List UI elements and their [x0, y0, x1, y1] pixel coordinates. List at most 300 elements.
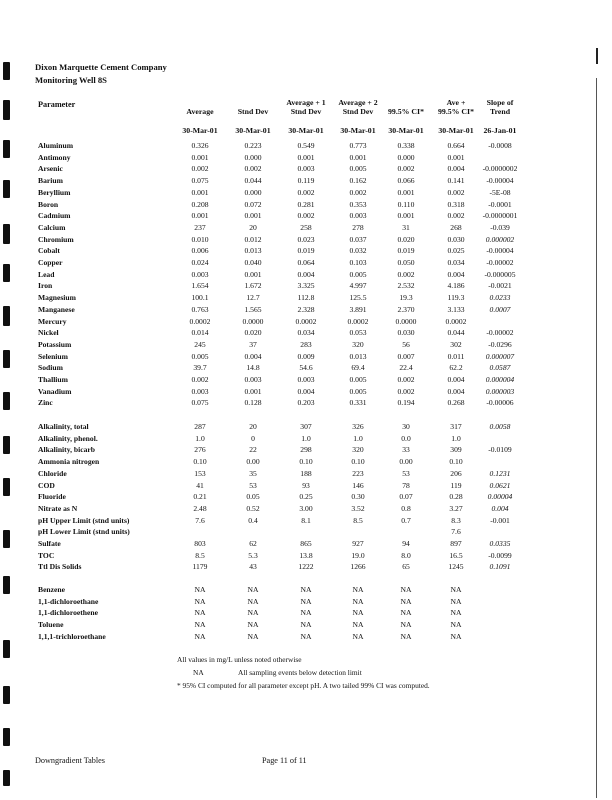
table-cell: 0.208	[191, 199, 209, 209]
table-cell: 0.013	[349, 351, 367, 361]
table-cell: 0.07	[399, 492, 413, 502]
table-cell: 112.8	[297, 293, 315, 303]
table-cell: -0.0000001	[482, 211, 518, 221]
table-row	[0, 257, 612, 268]
document-header	[35, 61, 167, 86]
parameter-name: Barium	[38, 176, 63, 186]
table-cell: -0.0001	[488, 199, 512, 209]
table-cell: 0.000004	[485, 375, 515, 384]
table-cell: -5E-08	[489, 187, 511, 197]
parameter-name: pH Lower Limit (stnd units)	[38, 527, 130, 537]
column-header-line1: Average + 1	[286, 98, 326, 107]
table-cell: 0.005	[349, 164, 367, 174]
table-cell: 1222	[298, 562, 314, 572]
table-row	[0, 503, 612, 514]
parameter-name: Cadmium	[38, 211, 71, 221]
column-header-line2: 99.5% CI*	[388, 107, 424, 116]
parameter-name: Manganese	[38, 304, 75, 314]
table-row	[0, 374, 612, 385]
table-row	[0, 152, 612, 163]
table-cell: 0.52	[246, 503, 260, 513]
table-cell: NA	[352, 620, 364, 630]
table-cell: 0.001	[397, 211, 415, 221]
table-cell: 0.003	[191, 269, 209, 279]
table-cell: 93	[302, 480, 310, 490]
table-cell: 4.997	[349, 281, 367, 291]
table-cell: 153	[194, 468, 206, 478]
table-cell: 0.326	[191, 141, 209, 150]
table-cell: 0.072	[244, 199, 262, 209]
column-header-line2: Stnd Dev	[237, 107, 269, 116]
table-cell: 278	[352, 222, 364, 232]
table-cell: 0.001	[191, 187, 209, 197]
table-cell: 0.004	[244, 351, 262, 361]
table-cell: 0.001	[447, 152, 465, 162]
parameter-name: TOC	[38, 550, 55, 560]
table-cell: -0.00004	[486, 176, 514, 186]
table-cell: 30	[402, 422, 410, 431]
table-cell: 7.6	[195, 515, 205, 525]
table-cell: 2.532	[397, 281, 415, 291]
table-cell: 0.000	[244, 187, 262, 197]
table-cell: 31	[402, 222, 410, 232]
table-cell: 65	[402, 562, 410, 572]
table-row	[0, 316, 612, 327]
parameter-column-header: Parameter	[38, 100, 76, 109]
table-cell: -0.0021	[488, 281, 512, 291]
table-cell: 0.0002	[189, 316, 211, 326]
table-cell: 309	[450, 445, 462, 455]
table-cell: 3.52	[351, 503, 365, 513]
table-cell: 8.1	[301, 515, 311, 525]
table-cell: 0.1231	[489, 468, 511, 478]
parameter-name: Arsenic	[38, 164, 63, 174]
parameter-name: Chloride	[38, 468, 67, 478]
table-cell: 2.328	[297, 304, 315, 314]
table-cell: -0.00002	[486, 258, 514, 267]
table-row	[0, 561, 612, 572]
table-cell: 0.003	[297, 375, 315, 384]
column-date: 30-Mar-01	[340, 126, 376, 135]
table-cell: 8.0	[401, 550, 411, 560]
table-cell: NA	[247, 620, 259, 630]
footer-section-title: Downgradient Tables	[35, 756, 105, 765]
table-cell: 0.044	[244, 176, 262, 186]
table-row	[0, 339, 612, 350]
parameter-name: Copper	[38, 258, 63, 267]
table-cell: 0.0007	[489, 304, 511, 314]
table-cell: 0.032	[349, 246, 367, 256]
table-cell: 0.004	[447, 386, 465, 396]
table-cell: 0.004	[297, 269, 315, 279]
table-row	[0, 397, 612, 408]
table-cell: 20	[249, 422, 257, 431]
table-row	[0, 187, 612, 198]
table-cell: NA	[194, 596, 206, 606]
table-cell: 5.3	[248, 550, 258, 560]
table-cell: 12.7	[246, 293, 260, 303]
table-row	[0, 304, 612, 315]
table-cell: 0.003	[244, 375, 262, 384]
table-cell: 0.000007	[485, 351, 515, 361]
parameter-name: Alkalinity, total	[38, 422, 89, 431]
parameter-name: 1,1,1-trichloroethane	[38, 631, 106, 641]
table-cell: 54.6	[299, 363, 313, 373]
table-cell: 0.002	[349, 187, 367, 197]
table-cell: 0.10	[449, 457, 463, 467]
table-row	[0, 468, 612, 479]
table-cell: 0.002	[397, 164, 415, 174]
table-cell: 0.763	[191, 304, 209, 314]
table-cell: NA	[300, 608, 312, 618]
table-cell: 35	[249, 468, 257, 478]
table-cell: NA	[400, 631, 412, 641]
table-cell: 0.25	[299, 492, 313, 502]
table-cell: 245	[194, 339, 206, 349]
table-cell: 0.002	[191, 164, 209, 174]
parameter-name: Nitrate as N	[38, 503, 78, 513]
table-cell: 0.21	[193, 492, 207, 502]
table-cell: 0.0233	[489, 293, 511, 303]
column-header-line2: Stnd Dev	[342, 107, 374, 116]
parameter-name: Selenium	[38, 351, 68, 361]
table-row	[0, 222, 612, 233]
table-cell: 0.001	[397, 187, 415, 197]
table-cell: 0.141	[447, 176, 465, 186]
table-cell: 258	[300, 222, 312, 232]
parameter-name: Iron	[38, 281, 53, 291]
table-cell: 0.0002	[347, 316, 369, 326]
table-cell: 927	[352, 539, 364, 548]
table-cell: 0.044	[447, 328, 465, 338]
table-cell: 0.000003	[485, 386, 515, 396]
table-cell: 326	[352, 422, 364, 431]
table-cell: 53	[402, 468, 410, 478]
table-cell: 0.011	[447, 351, 465, 361]
table-cell: 2.370	[397, 304, 415, 314]
table-row	[0, 327, 612, 338]
table-cell: 320	[352, 445, 364, 455]
table-cell: 0.001	[244, 269, 262, 279]
table-cell: 0.331	[349, 398, 367, 408]
parameter-name: Zinc	[38, 398, 53, 408]
table-cell: -0.00004	[486, 246, 514, 256]
table-cell: 100.1	[191, 293, 209, 303]
table-cell: 0.664	[447, 141, 465, 150]
table-cell: 0.005	[349, 269, 367, 279]
units-note: All values in mg/L unless noted otherwise	[177, 655, 302, 664]
table-cell: 276	[194, 445, 206, 455]
parameter-name: Beryllium	[38, 187, 71, 197]
table-cell: 317	[450, 422, 462, 431]
table-cell: 62	[249, 539, 257, 548]
column-header-line1: Average + 2	[338, 98, 378, 107]
table-cell: 0.8	[401, 503, 411, 513]
table-cell: 1.0	[353, 433, 363, 443]
parameter-name: Boron	[38, 199, 59, 209]
table-cell: 0.1091	[489, 562, 511, 572]
table-cell: 298	[300, 445, 312, 455]
parameter-name: Calcium	[38, 222, 66, 232]
parameter-name: Fluoride	[38, 492, 66, 502]
table-cell: 0.0058	[489, 422, 511, 431]
table-cell: 0.019	[297, 246, 315, 256]
table-cell: 1.565	[244, 304, 262, 314]
column-header-line1: Slope of	[486, 98, 514, 107]
table-cell: 69.4	[351, 363, 365, 373]
table-cell: 19.0	[351, 550, 365, 560]
table-cell: NA	[194, 608, 206, 618]
column-header-line2: Stnd Dev	[290, 107, 322, 116]
table-row	[0, 234, 612, 245]
table-cell: 0.318	[447, 199, 465, 209]
table-cell: -0.0008	[488, 141, 512, 150]
column-date: 30-Mar-01	[182, 126, 218, 135]
parameter-name: Alkalinity, phenol.	[38, 433, 98, 443]
table-cell: 0.005	[191, 351, 209, 361]
table-cell: 0.064	[297, 258, 315, 267]
table-row	[0, 444, 612, 455]
table-row	[0, 584, 612, 595]
table-cell: -0.0099	[488, 550, 512, 560]
table-cell: 0.0587	[489, 363, 511, 373]
table-cell: 0.10	[299, 457, 313, 467]
table-row	[0, 351, 612, 362]
company-name: Dixon Marquette Cement Company	[35, 62, 167, 72]
table-cell: 0.001	[191, 152, 209, 162]
table-cell: 20	[249, 222, 257, 232]
table-cell: 0.005	[349, 375, 367, 384]
table-cell: 3.00	[299, 503, 313, 513]
table-cell: 39.7	[193, 363, 207, 373]
table-cell: NA	[194, 585, 206, 594]
table-cell: NA	[247, 631, 259, 641]
table-cell: 3.133	[447, 304, 465, 314]
table-cell: 0.023	[297, 234, 315, 244]
table-cell: 2.48	[193, 503, 207, 513]
table-cell: 0.28	[449, 492, 463, 502]
table-cell: 1245	[448, 562, 464, 572]
table-cell: 287	[194, 422, 206, 431]
table-row	[0, 386, 612, 397]
table-row	[0, 292, 612, 303]
table-cell: 0.119	[297, 176, 315, 186]
table-row	[0, 456, 612, 467]
table-row	[0, 550, 612, 561]
table-cell: 0.024	[191, 258, 209, 267]
table-cell: 56	[402, 339, 410, 349]
table-cell: NA	[450, 596, 462, 606]
table-cell: NA	[194, 631, 206, 641]
table-cell: 0.004	[447, 269, 465, 279]
table-cell: NA	[400, 620, 412, 630]
table-row	[0, 140, 612, 151]
column-header	[225, 98, 281, 116]
table-cell: 119.3	[447, 293, 465, 303]
table-row	[0, 515, 612, 526]
table-cell: NA	[400, 596, 412, 606]
table-cell: NA	[450, 608, 462, 618]
parameter-name: 1,1-dichloroethane	[38, 596, 99, 606]
table-cell: 0.0000	[395, 316, 417, 326]
table-cell: 206	[450, 468, 462, 478]
column-header-line1	[225, 98, 281, 107]
table-cell: 0.040	[244, 258, 262, 267]
table-cell: 0.007	[397, 351, 415, 361]
table-row	[0, 596, 612, 607]
column-header-line1	[378, 98, 434, 107]
table-cell: 268	[450, 222, 462, 232]
table-cell: 0.110	[397, 199, 415, 209]
table-row	[0, 210, 612, 221]
parameter-name: Chromium	[38, 234, 74, 244]
parameter-name: Ttl Dis Solids	[38, 562, 82, 572]
table-cell: 14.8	[246, 363, 260, 373]
table-cell: 0.002	[191, 375, 209, 384]
column-date: 30-Mar-01	[388, 126, 424, 135]
table-cell: 33	[402, 445, 410, 455]
table-cell: 0.103	[349, 258, 367, 267]
table-cell: 19.3	[399, 293, 413, 303]
table-cell: 0.268	[447, 398, 465, 408]
table-cell: 320	[352, 339, 364, 349]
table-cell: 0.019	[397, 246, 415, 256]
table-cell: 0.000	[244, 152, 262, 162]
ci-footnote: * 95% CI computed for all parameter except pH. A two tailed 99% CI was computed.	[177, 681, 430, 690]
table-cell: NA	[352, 608, 364, 618]
table-row	[0, 480, 612, 491]
parameter-name: Mercury	[38, 316, 67, 326]
parameter-name: Sulfate	[38, 539, 61, 548]
table-cell: 146	[352, 480, 364, 490]
table-cell: 8.5	[353, 515, 363, 525]
column-date: 26-Jan-01	[483, 126, 517, 135]
parameter-name: pH Upper Limit (stnd units)	[38, 515, 130, 525]
table-cell: 1.0	[451, 433, 461, 443]
table-cell: 7.6	[451, 527, 461, 537]
table-cell: 0.001	[297, 152, 315, 162]
table-cell: 0.002	[397, 375, 415, 384]
table-cell: 0.004	[447, 164, 465, 174]
table-cell: 16.5	[449, 550, 463, 560]
table-cell: 0.001	[244, 211, 262, 221]
table-row	[0, 526, 612, 537]
table-cell: NA	[450, 585, 462, 594]
parameter-name: Alkalinity, bicarb	[38, 445, 95, 455]
table-cell: NA	[247, 596, 259, 606]
table-cell: 3.891	[349, 304, 367, 314]
column-header-line2: Average	[186, 107, 214, 116]
table-cell: 3.27	[449, 503, 463, 513]
parameter-name: Nickel	[38, 328, 59, 338]
table-cell: 0.10	[193, 457, 207, 467]
parameter-name: Aluminum	[38, 141, 74, 150]
table-cell: 865	[300, 539, 312, 548]
table-cell: 0.0000	[242, 316, 264, 326]
table-cell: 0.014	[191, 328, 209, 338]
table-cell: 62.2	[449, 363, 463, 373]
table-cell: 0.0335	[489, 539, 511, 548]
table-cell: 1.654	[191, 281, 209, 291]
table-cell: 0.162	[349, 176, 367, 186]
table-cell: 0.000002	[485, 234, 515, 244]
well-subtitle: Monitoring Well 8S	[35, 74, 107, 85]
table-cell: 125.5	[349, 293, 367, 303]
table-cell: 0	[251, 433, 255, 443]
table-cell: NA	[300, 631, 312, 641]
table-cell: NA	[247, 585, 259, 594]
table-cell: 119	[450, 480, 462, 490]
table-cell: 0.4	[248, 515, 258, 525]
table-cell: 22.4	[399, 363, 413, 373]
column-header-line2: Trend	[489, 107, 511, 116]
table-cell: 0.012	[244, 234, 262, 244]
column-header	[378, 98, 434, 116]
table-cell: NA	[194, 620, 206, 630]
table-cell: 0.025	[447, 246, 465, 256]
na-abbreviation: NA	[193, 668, 204, 677]
table-cell: 0.10	[351, 457, 365, 467]
column-header-line1	[172, 98, 228, 107]
table-cell: 0.002	[397, 269, 415, 279]
table-cell: 1.0	[195, 433, 205, 443]
table-cell: NA	[400, 608, 412, 618]
table-cell: NA	[300, 596, 312, 606]
column-header-line2: 99.5% CI*	[438, 107, 474, 116]
table-cell: 13.8	[299, 550, 313, 560]
table-cell: 78	[402, 480, 410, 490]
table-cell: 0.004	[297, 386, 315, 396]
table-cell: 0.001	[244, 386, 262, 396]
column-date: 30-Mar-01	[288, 126, 324, 135]
parameter-name: Vanadium	[38, 386, 72, 396]
table-cell: 0.020	[397, 234, 415, 244]
parameter-name: Lead	[38, 269, 55, 279]
table-cell: 0.0621	[489, 480, 511, 490]
table-cell: 0.128	[244, 398, 262, 408]
table-cell: 0.005	[349, 386, 367, 396]
table-cell: 0.001	[191, 211, 209, 221]
table-cell: 302	[450, 339, 462, 349]
table-row	[0, 175, 612, 186]
table-cell: 1.0	[301, 433, 311, 443]
table-cell: 897	[450, 539, 462, 548]
table-cell: 0.002	[447, 211, 465, 221]
table-cell: 3.325	[297, 281, 315, 291]
table-cell: 8.3	[451, 515, 461, 525]
table-cell: -0.00006	[486, 398, 514, 408]
table-cell: 0.203	[297, 398, 315, 408]
table-cell: 0.002	[297, 211, 315, 221]
table-row	[0, 619, 612, 630]
table-cell: 803	[194, 539, 206, 548]
table-cell: NA	[450, 631, 462, 641]
table-cell: 0.066	[397, 176, 415, 186]
table-cell: 8.5	[195, 550, 205, 560]
table-cell: 0.549	[297, 141, 315, 150]
table-cell: 223	[352, 468, 364, 478]
table-cell: -0.039	[490, 222, 510, 232]
table-cell: NA	[400, 585, 412, 594]
table-row	[0, 433, 612, 444]
parameter-name: 1,1-dichloroethene	[38, 608, 98, 618]
table-cell: 0.003	[297, 164, 315, 174]
parameter-name: Ammonia nitrogen	[38, 457, 100, 467]
table-cell: 0.0002	[295, 316, 317, 326]
table-cell: 0.034	[297, 328, 315, 338]
table-cell: 0.223	[244, 141, 262, 150]
table-row	[0, 199, 612, 210]
